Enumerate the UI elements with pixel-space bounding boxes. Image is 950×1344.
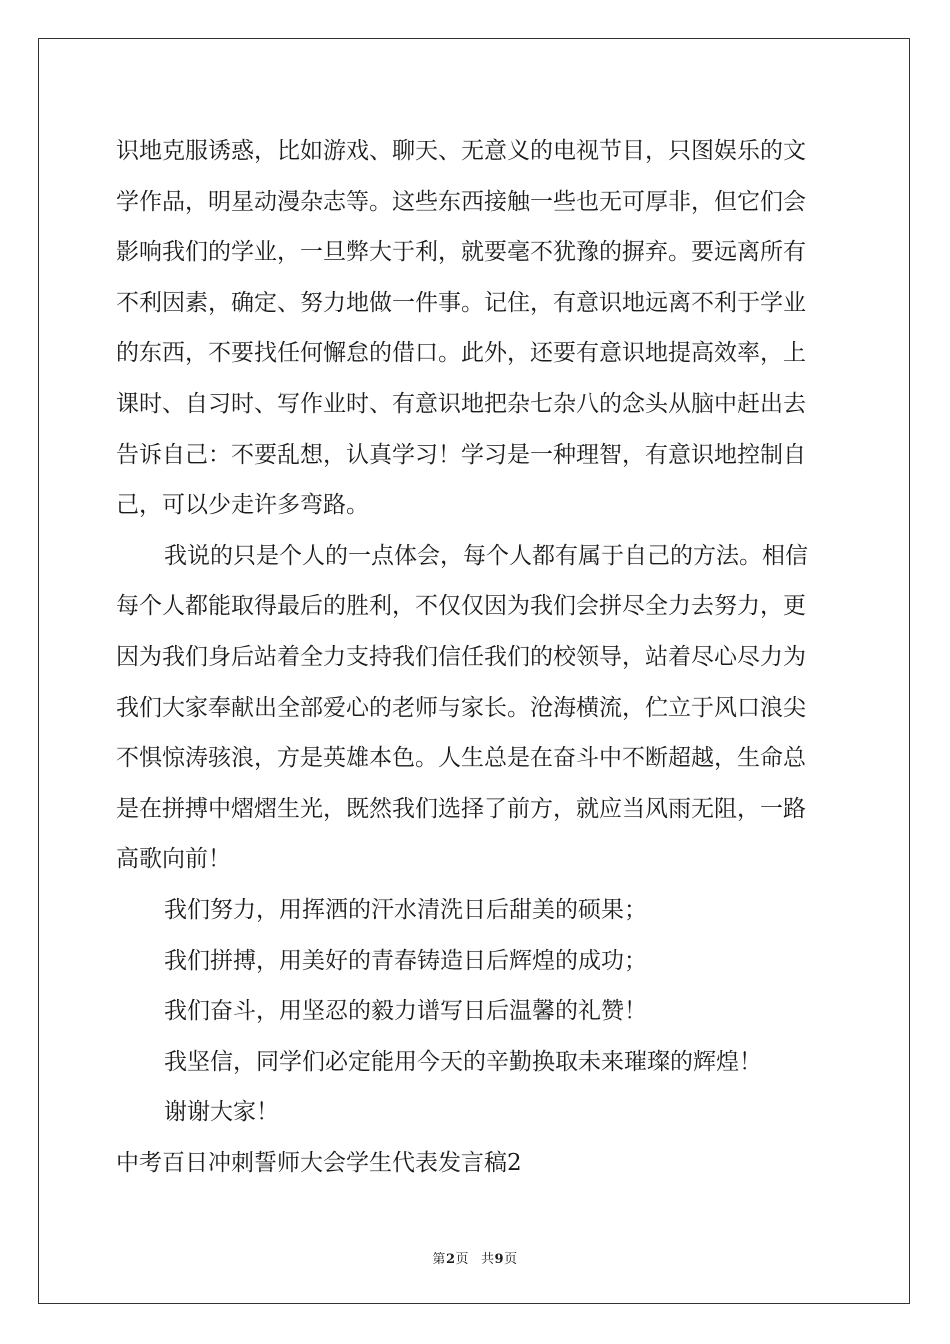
text-line: 告诉自己：不要乱想，认真学习！学习是一种理智，有意识地控制自 [116, 441, 806, 468]
text-line: 识地克服诱惑，比如游戏、聊天、无意义的电视节目，只图娱乐的文 [116, 138, 806, 164]
text-line: 影响我们的学业，一旦弊大于利，就要毫不犹豫的摒弃。要远离所有 [116, 239, 806, 266]
text-line: 我们拼搏，用美好的青春铸造日后辉煌的成功； [164, 947, 647, 974]
text-line: 因为我们身后站着全力支持我们信任我们的校领导，站着尽心尽力为 [116, 643, 806, 670]
total-suffix: 页 [504, 1252, 518, 1267]
page-prefix: 第 [432, 1252, 446, 1267]
text-line: 每个人都能取得最后的胜利，不仅仅因为我们会拼尽全力去努力，更 [116, 593, 806, 620]
page-suffix: 页 [455, 1252, 469, 1267]
text-line: 我说的只是个人的一点体会，每个人都有属于自己的方法。相信 [164, 542, 808, 569]
text-line: 高歌向前！ [116, 846, 231, 873]
text-line: 我们大家奉献出全部爱心的老师与家长。沧海横流，伫立于风口浪尖 [116, 694, 806, 721]
text-line: 我坚信，同学们必定能用今天的辛勤换取未来璀璨的辉煌！ [164, 1048, 762, 1075]
next-article-title: 中考百日冲刺誓师大会学生代表发言稿2 [116, 1149, 522, 1176]
page-footer [0, 1248, 950, 1267]
document-body [116, 126, 836, 1188]
text-line: 不利因素，确定、努力地做一件事。记住，有意识地远离不利于学业 [116, 289, 806, 316]
text-line: 己，可以少走许多弯路。 [116, 492, 369, 519]
text-line: 我们奋斗，用坚忍的毅力谱写日后温馨的礼赞！ [164, 998, 647, 1025]
text-line: 不惧惊涛骇浪，方是英雄本色。人生总是在奋斗中不断超越，生命总 [116, 745, 806, 772]
text-line: 是在拼搏中熠熠生光，既然我们选择了前方，就应当风雨无阻，一路 [116, 795, 806, 822]
text-line: 课时、自习时、写作业时、有意识地把杂七杂八的念头从脑中赶出去 [116, 390, 806, 417]
text-line: 我们努力，用挥洒的汗水清洗日后甜美的硕果； [164, 896, 647, 923]
current-page-number: 2 [445, 1252, 456, 1267]
text-line: 学作品，明星动漫杂志等。这些东西接触一些也无可厚非，但它们会 [116, 188, 806, 215]
text-line: 谢谢大家！ [164, 1099, 279, 1126]
total-page-number: 9 [494, 1252, 505, 1267]
text-line: 的东西，不要找任何懈怠的借口。此外，还要有意识地提高效率，上 [116, 340, 806, 367]
total-prefix: 共 [481, 1252, 495, 1267]
